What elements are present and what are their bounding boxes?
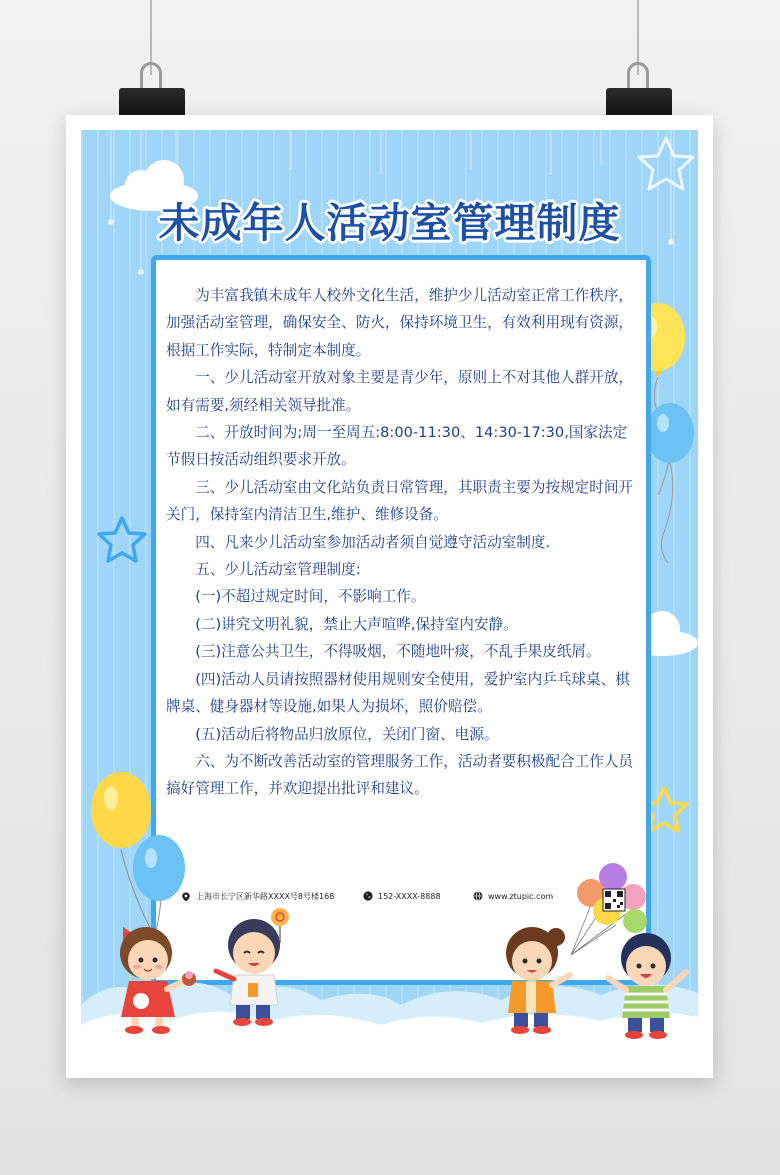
poster-title: 未成年人活动室管理制度 <box>158 199 621 247</box>
phone-text: 152-XXXX-8888 <box>378 891 441 901</box>
globe-icon <box>473 891 483 901</box>
star-icon-left <box>96 515 148 565</box>
poster-background <box>81 130 698 1065</box>
regulation-text <box>166 282 638 803</box>
poster <box>66 115 713 1078</box>
website-item <box>473 891 553 901</box>
cartoon-boy-right <box>596 920 696 1045</box>
sub-rule-5: (五)活动后将物品归放原位，关闭门窗、电源。 <box>195 725 499 743</box>
rule-5: 五、少儿活动室管理制度: <box>195 561 361 579</box>
phone-item <box>363 891 441 901</box>
cartoon-boy-lollipop <box>206 905 306 1030</box>
star-icon-top-right <box>636 135 696 193</box>
rule-3: 三、少儿活动室由文化站负责日常管理，其职责主要为按规定时间开关门，保持室内清洁卫生,维护、维修设备。 <box>166 478 634 524</box>
rule-6: 六、为不断改善活动室的管理服务工作，活动者要积极配合工作人员搞好管理工作，并欢迎提出批评和建议。 <box>166 752 634 798</box>
binder-clip-right <box>606 88 672 118</box>
rule-1: 一、少儿活动室开放对象主要是青少年，原则上不对其他人群开放，如有需要,须经相关领导批准。 <box>166 369 634 414</box>
sub-rule-1: (一)不超过规定时间，不影响工作。 <box>195 588 426 606</box>
phone-icon <box>363 891 373 901</box>
sub-rule-2: (二)讲究文明礼貌，禁止大声喧哗,保持室内安静。 <box>195 615 518 633</box>
sub-rule-4: (四)活动人员请按照器材使用规则安全使用，爱护室内乒乓球桌、棋牌桌、健身器材等设施,如果人为损坏，照价赔偿。 <box>166 670 630 716</box>
rule-2: 二、开放时间为;周一至周五:8:00-11:30、14:30-17:30,国家法定节假日按活动组织要求开放。 <box>166 424 628 469</box>
website-text: www.ztupic.com <box>488 891 554 901</box>
address-item <box>181 891 334 902</box>
rule-4: 四、凡来少儿活动室参加活动者须自觉遵守活动室制度. <box>195 533 551 551</box>
location-pin-icon <box>181 892 191 902</box>
address-text: 上海市长宁区新华路XXXX号8号楼168 <box>196 892 335 901</box>
cartoon-girl-right <box>486 915 586 1040</box>
sub-rule-3: (三)注意公共卫生，不得吸烟，不随地叶痰，不乱手果皮纸屑。 <box>195 643 601 661</box>
binder-clip-left <box>119 88 185 118</box>
cartoon-girl-left <box>101 905 211 1035</box>
intro-paragraph: 为丰富我镇未成年人校外文化生活，维护少儿活动室正常工作秩序，加强活动室管理，确保安全、防火，保持环境卫生，有效利用现有资源，根据工作实际，特制定本制度。 <box>166 287 634 359</box>
